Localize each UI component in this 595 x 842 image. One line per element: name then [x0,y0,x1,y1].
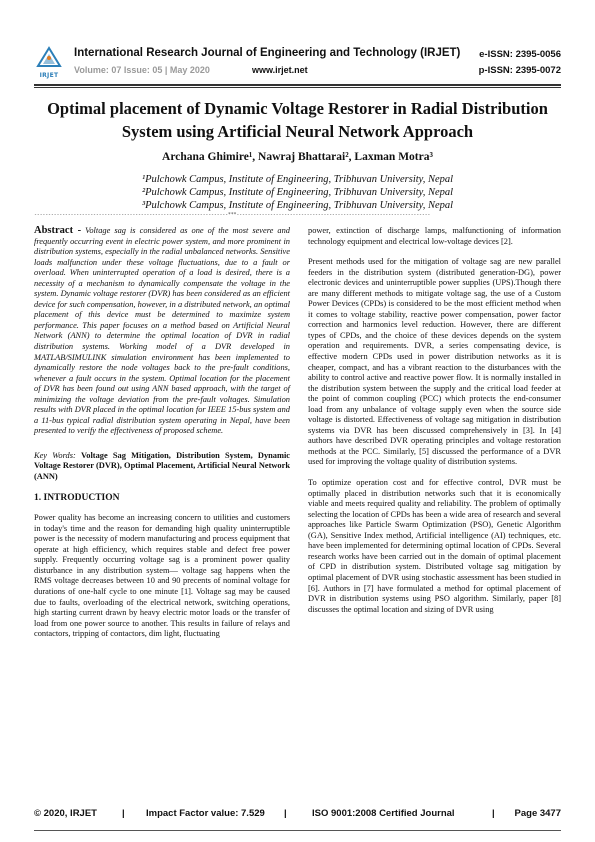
affiliation-3: ³Pulchowk Campus, Institute of Engineering, Tribhuvan University, Nepal [141,200,454,211]
footer-iso: ISO 9001:2008 Certified Journal [312,808,455,819]
affiliation-2: ²Pulchowk Campus, Institute of Engineering, Tribhuvan University, Nepal [141,187,454,198]
abstract-text: Voltage sag is considered as one of the most severe and frequently occurring event in electric power system, and more prominent in distribution systems, especially in the radial unbalanced networks. Sensitive loads malfunction under these voltage fluctuations, due to a fault or overload. When uninterrupted operation of a load is desired, there is a necessity of a mechanism to dynamically compensate the voltage in the system. Dynamic voltage restorer (DVR) has been considered as an efficient device for such compensation, however, in a distributed network, an optimal placement of this device must be determined to maximize system performance. This paper focuses on a method based on Artificial Neural Network (ANN) to determine the optimal location of DVR in radial distribution systems. Working model of a DVR developed in MATLAB/SIMULINK simulation environment has been implemented to dynamically restore the node voltages back to the pre-fault conditions, whenever a fault occurs in the system. Optimal location for the placement of DVR has been found out using ANN based approach, with the target of minimizing the voltage deviation from the pre-fault voltages. Simulation results with DVR placed in the optimal location for IEEE 15-bus system and a 11-bus typical radial distribution system operating in Nepal, have been presented to verify the effectiveness of proposed scheme. [34,226,290,436]
volume-issue: Volume: 07 Issue: 05 | May 2020 [74,65,210,75]
footer-impact-factor: Impact Factor value: 7.529 [146,808,265,819]
paper-title [30,97,565,143]
paper-authors: Archana Ghimire¹, Nawraj Bhattarai², Laxman Motra³ [162,151,433,163]
keywords-text: Voltage Sag Mitigation, Distribution System, Dynamic Voltage Restorer (DVR), Optimal Placement, Artificial Neural Network (ANN) [34,450,290,482]
header-rule [34,84,561,86]
keywords-label: Key Words: [34,450,81,460]
right-paragraph-3: To optimize operation cost and for effective control, DVR must be optimally placed in distribution networks such that it is economically viable and meets required quality and reliability. The problem of optimally selecting the location of CPDs has been a wide area of research and several approaches like Particle Swarm Optimization (PSO), Genetic Algorithm (GA), Sensitive Index method, Artificial intelligence (AI) techniques, etc. have been implemented for determining optimal location of CPDs. Several research works have been carried out in the domain of optimal placement of CPD in distribution system. Distributed voltage sag mitigation by optimal placement of DVR using stochastic assessment has been studied in [6]. Authors in [7] have formulated a method for optimal placement of DVR in distribution systems using PSO algorithm. Similarly, paper [8] discusses the optimal location and sizing of DVR using [308,478,561,614]
journal-website-link[interactable]: www.irjet.net [252,65,308,75]
irjet-logo [34,46,64,80]
left-column [34,226,290,650]
intro-paragraph-1: Power quality has become an increasing concern to utilities and customers in today's time and the reason for demanding high quality uninterruptible power is the necessity of modern manufacturing and process equipment that operate at high efficiency, which requires stable and defect free power supply. Frequently occurring voltage sag is a prominent power quality disturbance in any distribution system— voltage sag happens when the RMS voltage decreases between 10 and 90 precents of nominal voltage for durations of one-half cycle to one minute [1]. Voltage sag may be caused due to faults, overloading of the electrical network, switching operations, high starting current drawn by heavy electric motor loads or the transfer of load from one power source to another. This results in failure of relays and contactors, tripping of contactors, dim light, fluctuating [34,513,290,639]
irjet-logo-icon [34,46,64,72]
right-paragraph-2: Present methods used for the mitigation of voltage sag are new parallel feeders in the distribution system (distributed generation-DG), power electronic devices and uninterruptible power supplies (UPS).Though there are many different methods to mitigate voltage sag, the use of a Custom Power Devices (CPDs) is considered to be the most efficient method when it comes to voltage stability, reactive power compensation, power factor correction and harmonics level reduction. However, there are different types of CPDs, and the choice of these devices depends on the system operation and requirements. DVR, a series compensating device, is effective modern CPDs used in power distribution networks as it is cheaper, compact, and has a vibrant reaction to the disturbances with the ability to control active and reactive power flow. It is normally installed in the distribution system between the supply and the critical load feeder at the point of common coupling (PCC) which protects the end-consumer load from any unbalance of voltage supply even when the source side voltage is distorted. Effectiveness of voltage sag mitigation in distribution systems via DVR has been discussed comprehensively in [3]. In [4] authors have described DVR operating principles and voltage restoration methods at the PCC. Similarly, [5] discussed the performance of a DVR used for improving the voltage quality of distribution systems. [308,257,561,467]
right-column [308,226,561,625]
journal-header [34,44,561,82]
section-separator: ---------------------------------------------------------------------***--------------------------------------------------------------------- [34,212,431,218]
title-line-2: System using Artificial Neural Network Approach [121,122,474,141]
page-footer [34,808,561,826]
affiliation-1: ¹Pulchowk Campus, Institute of Engineering, Tribhuvan University, Nepal [141,174,454,185]
e-issn: e-ISSN: 2395-0056 [479,49,561,60]
footer-divider: | [284,808,287,819]
journal-title: International Research Journal of Engineering and Technology (IRJET) [74,47,461,59]
abstract-label: Abstract - [34,225,82,236]
logo-text: IRJET [39,72,59,79]
footer-page-number: Page 3477 [514,808,561,819]
footer-divider: | [492,808,495,819]
footer-divider: | [122,808,125,819]
section-heading-introduction: 1. INTRODUCTION [34,492,120,503]
right-paragraph-1: power, extinction of discharge lamps, malfunctioning of information technology equipment and electrical low-voltage devices [2]. [308,226,561,246]
keywords [34,451,290,483]
header-rule-thin [34,87,561,88]
footer-rule [34,830,561,831]
abstract [34,226,290,437]
p-issn: p-ISSN: 2395-0072 [478,65,561,76]
title-line-1: Optimal placement of Dynamic Voltage Restorer in Radial Distribution [47,99,548,118]
footer-copyright: © 2020, IRJET [34,808,97,819]
